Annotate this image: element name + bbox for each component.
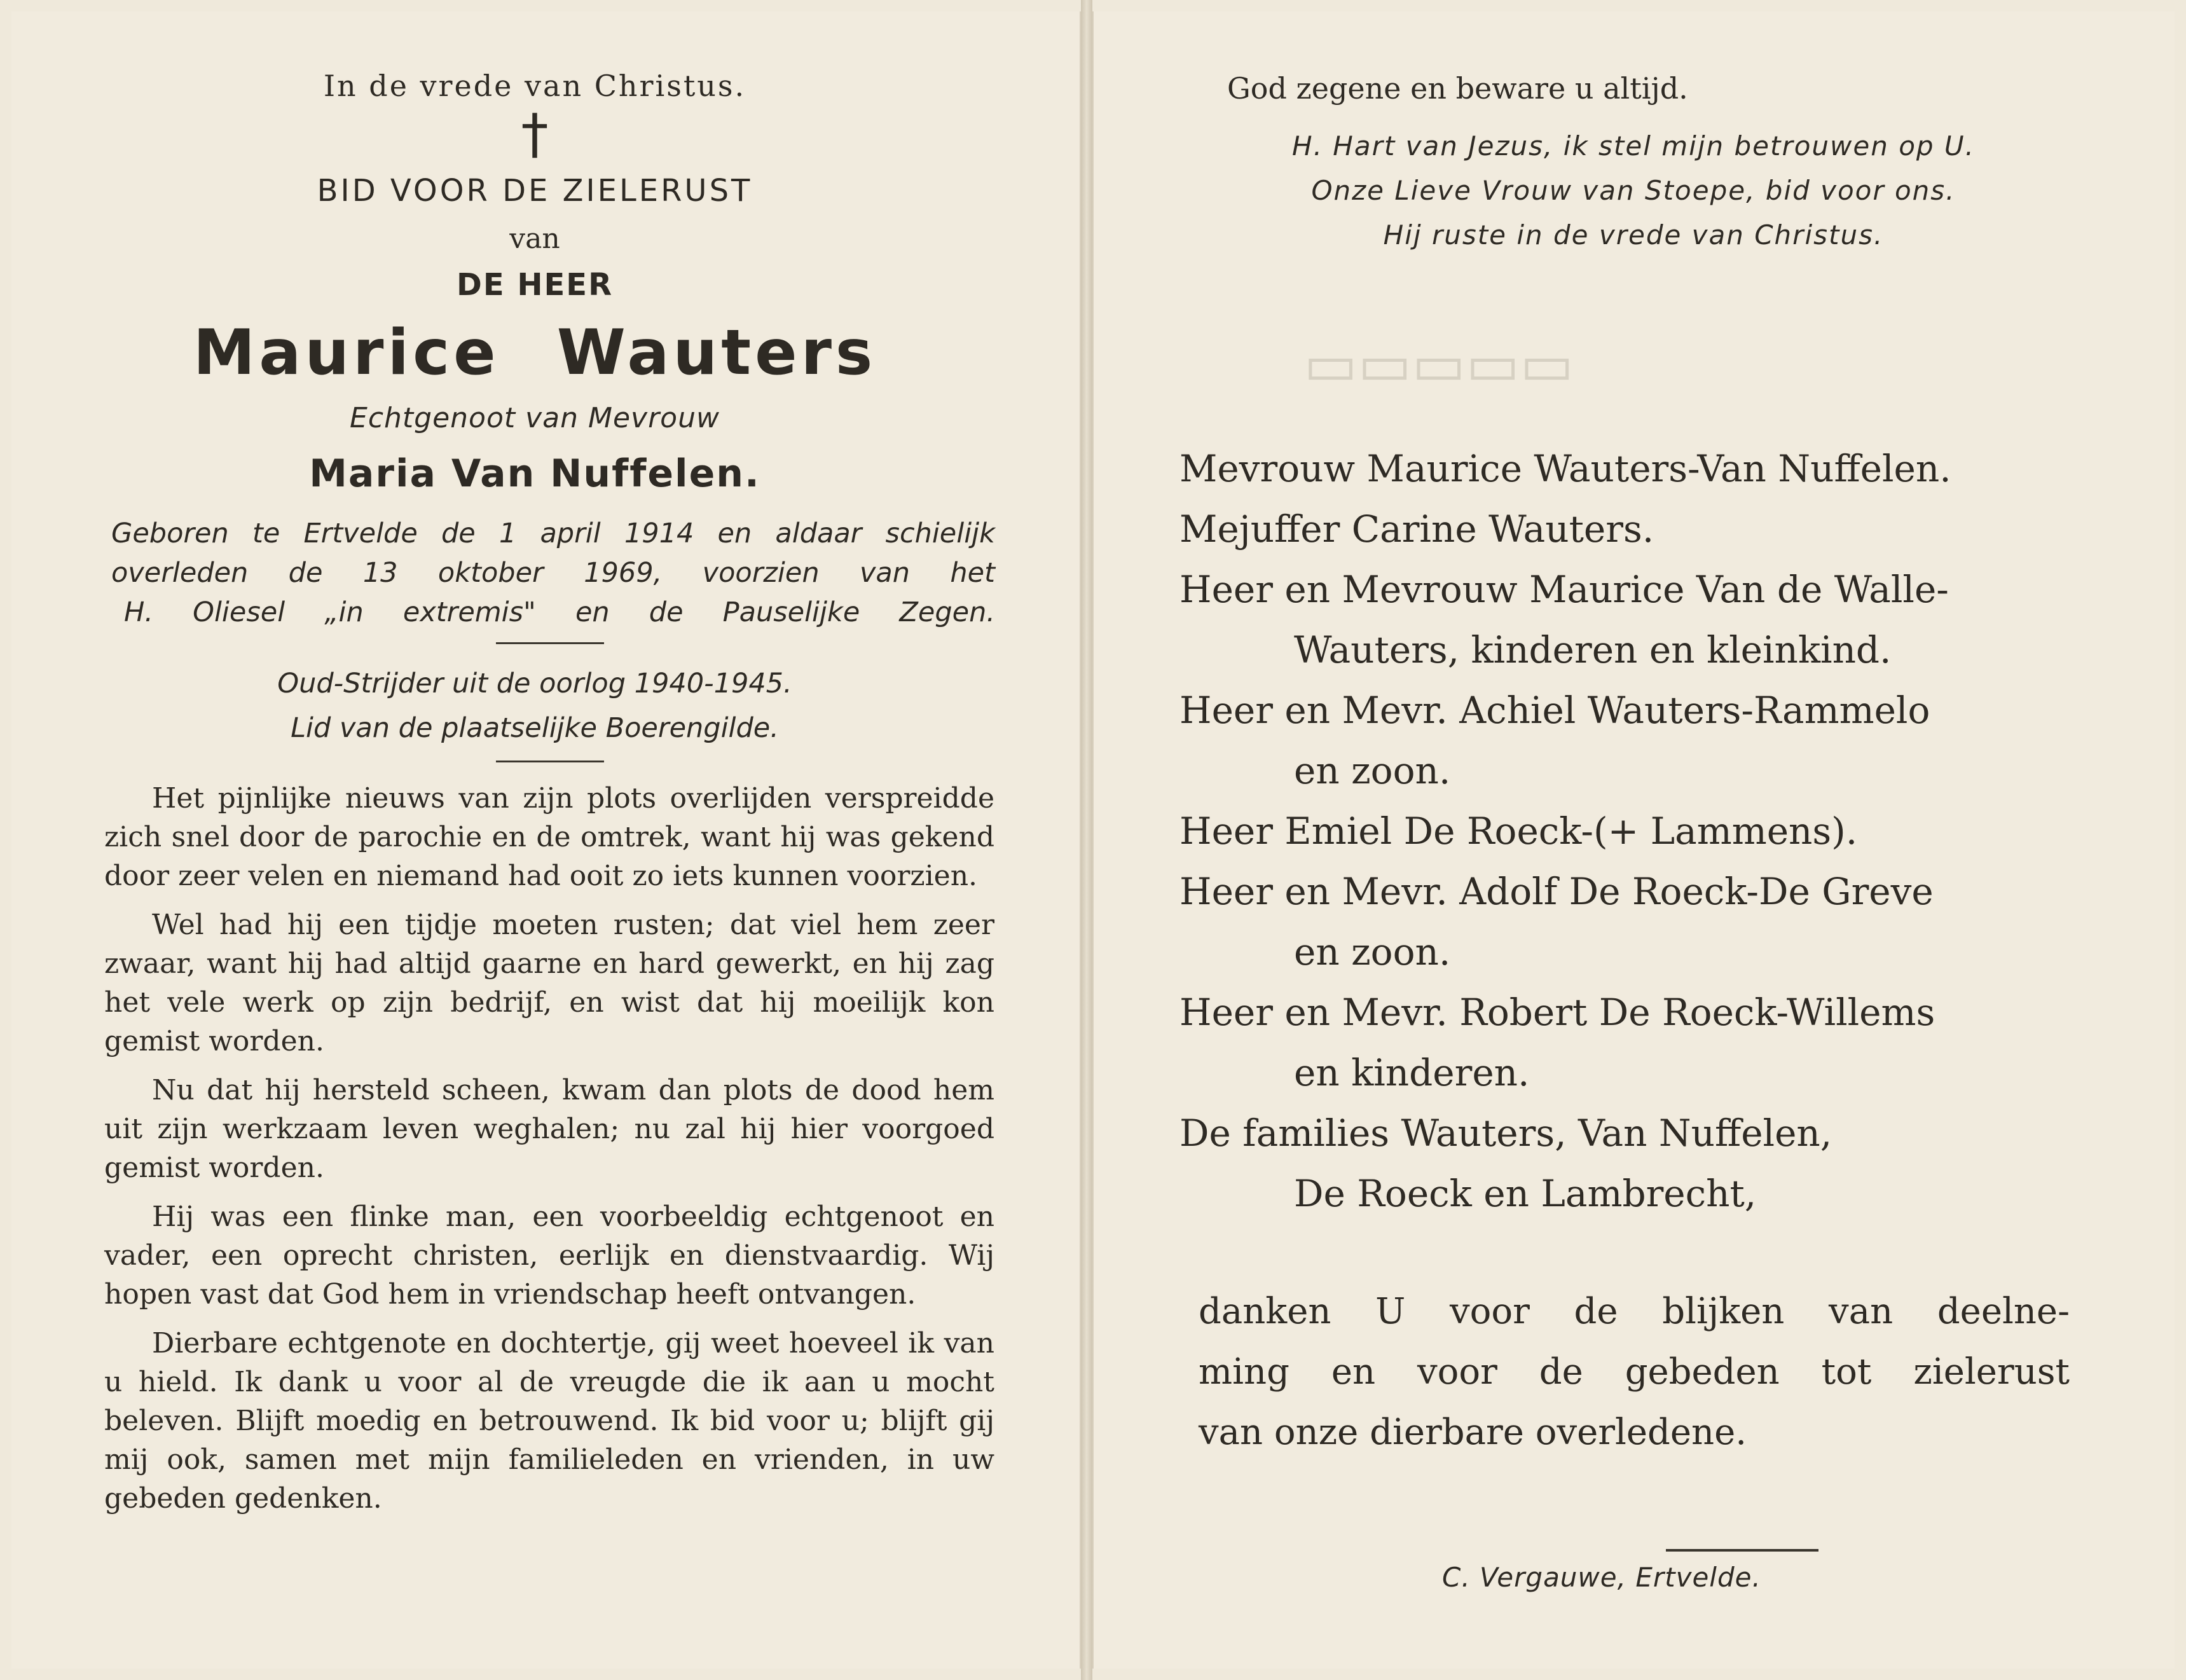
born-line: H. Oliesel „in extremis" en de Pauselijke Zegen. <box>124 596 995 628</box>
family-line: Heer en Mevr. Adolf De Roeck-De Greve <box>1179 870 1934 913</box>
deceased-name: Maurice Wauters <box>193 317 877 389</box>
in-vrede-line: In de vrede van Christus. <box>323 69 746 103</box>
echtgenoot-line: Echtgenoot van Mevrouw <box>350 402 720 434</box>
divider-rule <box>496 761 604 762</box>
family-line: Heer en Mevr. Robert De Roeck-Willems <box>1179 991 1935 1034</box>
thanks-text <box>1199 1281 2070 1463</box>
family-line: en kinderen. <box>1294 1051 1530 1094</box>
born-line: overleden de 13 oktober 1969, voorzien van het <box>111 557 995 589</box>
spouse-name: Maria Van Nuffelen. <box>309 451 760 496</box>
bleed-through-shadow: ▭▭▭▭▭ <box>1303 331 1574 398</box>
family-line: De Roeck en Lambrecht, <box>1294 1172 1757 1215</box>
birth-death-details <box>111 514 995 632</box>
thanks-line: van onze dierbare overledene. <box>1199 1412 1747 1453</box>
memorial-paragraph: Dierbare echtgenote en dochtertje, gij weet hoeveel ik van u hield. Ik dank u voor al de vreugde die ik aan u mocht beleven. Blijft moedig en betrouwend. Ik bid voor u; blijft gij mij ook, samen met mijn familieleden en vrienden, in uw gebeden gedenken. <box>104 1327 994 1515</box>
center-fold <box>1081 0 1092 1680</box>
family-line: Heer en Mevrouw Maurice Van de Walle- <box>1179 568 1949 611</box>
family-line: en zoon. <box>1294 749 1451 792</box>
divider-rule <box>1666 1549 1818 1552</box>
de-heer-title: DE HEER <box>456 267 614 303</box>
family-line: Mejuffer Carine Wauters. <box>1179 507 1654 551</box>
memorial-paragraph: Het pijnlijke nieuws van zijn plots overlijden verspreidde zich snel door de parochie en de omtrek, want hij was gekend door zeer velen en niemand had ooit zo iets kunnen voorzien. <box>104 782 994 892</box>
divider-rule <box>496 642 604 644</box>
born-line: Geboren te Ertvelde de 1 april 1914 en aldaar schielijk <box>111 518 995 549</box>
thanks-line: danken U voor de blijken van deelne- <box>1199 1291 2070 1332</box>
cross-icon: † <box>521 102 549 166</box>
oud-strijder-line: Oud-Strijder uit de oorlog 1940-1945. <box>277 668 792 699</box>
family-line: en zoon. <box>1294 930 1451 974</box>
lid-boerengilde-line: Lid van de plaatselijke Boerengilde. <box>291 712 779 744</box>
van-line: van <box>509 223 560 255</box>
family-line: Wauters, kinderen en kleinkind. <box>1294 628 1892 671</box>
thanks-line: ming en voor de gebeden tot zielerust <box>1199 1351 2070 1393</box>
blessing-header: God zegene en beware u altijd. <box>1227 71 1688 106</box>
bid-voor-zielerust: BID VOOR DE ZIELERUST <box>317 173 753 209</box>
prayer-line: Onze Lieve Vrouw van Stoepe, bid voor ons. <box>1311 175 1956 206</box>
family-line: Heer en Mevr. Achiel Wauters-Rammelo <box>1179 689 1930 732</box>
memorial-paragraph: Nu dat hij hersteld scheen, kwam dan plots de dood hem uit zijn werkzaam leven weghalen; nu zal hij hier voorgoed gemist worden. <box>104 1074 994 1184</box>
family-line: Mevrouw Maurice Wauters-Van Nuffelen. <box>1179 447 1951 490</box>
memorial-text <box>104 779 994 1528</box>
prayer-line: H. Hart van Jezus, ik stel mijn betrouwen op U. <box>1291 130 1975 162</box>
memorial-paragraph: Hij was een flinke man, een voorbeeldig echtgenoot en vader, een oprecht christen, eerlijk en dienstvaardig. Wij hopen vast dat God hem in vriendschap heeft ontvangen. <box>104 1201 994 1311</box>
prayer-line: Hij ruste in de vrede van Christus. <box>1383 219 1884 251</box>
family-line: Heer Emiel De Roeck-(+ Lammens). <box>1179 809 1858 853</box>
memorial-paragraph: Wel had hij een tijdje moeten rusten; dat viel hem zeer zwaar, want hij had altijd gaarne en hard gewerkt, en hij zag het vele werk op zijn bedrijf, en wist dat hij moeilijk kon gemist worden. <box>104 909 994 1057</box>
printer-credit: C. Vergauwe, Ertvelde. <box>1442 1562 1761 1593</box>
family-list <box>1179 439 2082 1224</box>
family-line: De families Wauters, Van Nuffelen, <box>1179 1112 1832 1155</box>
